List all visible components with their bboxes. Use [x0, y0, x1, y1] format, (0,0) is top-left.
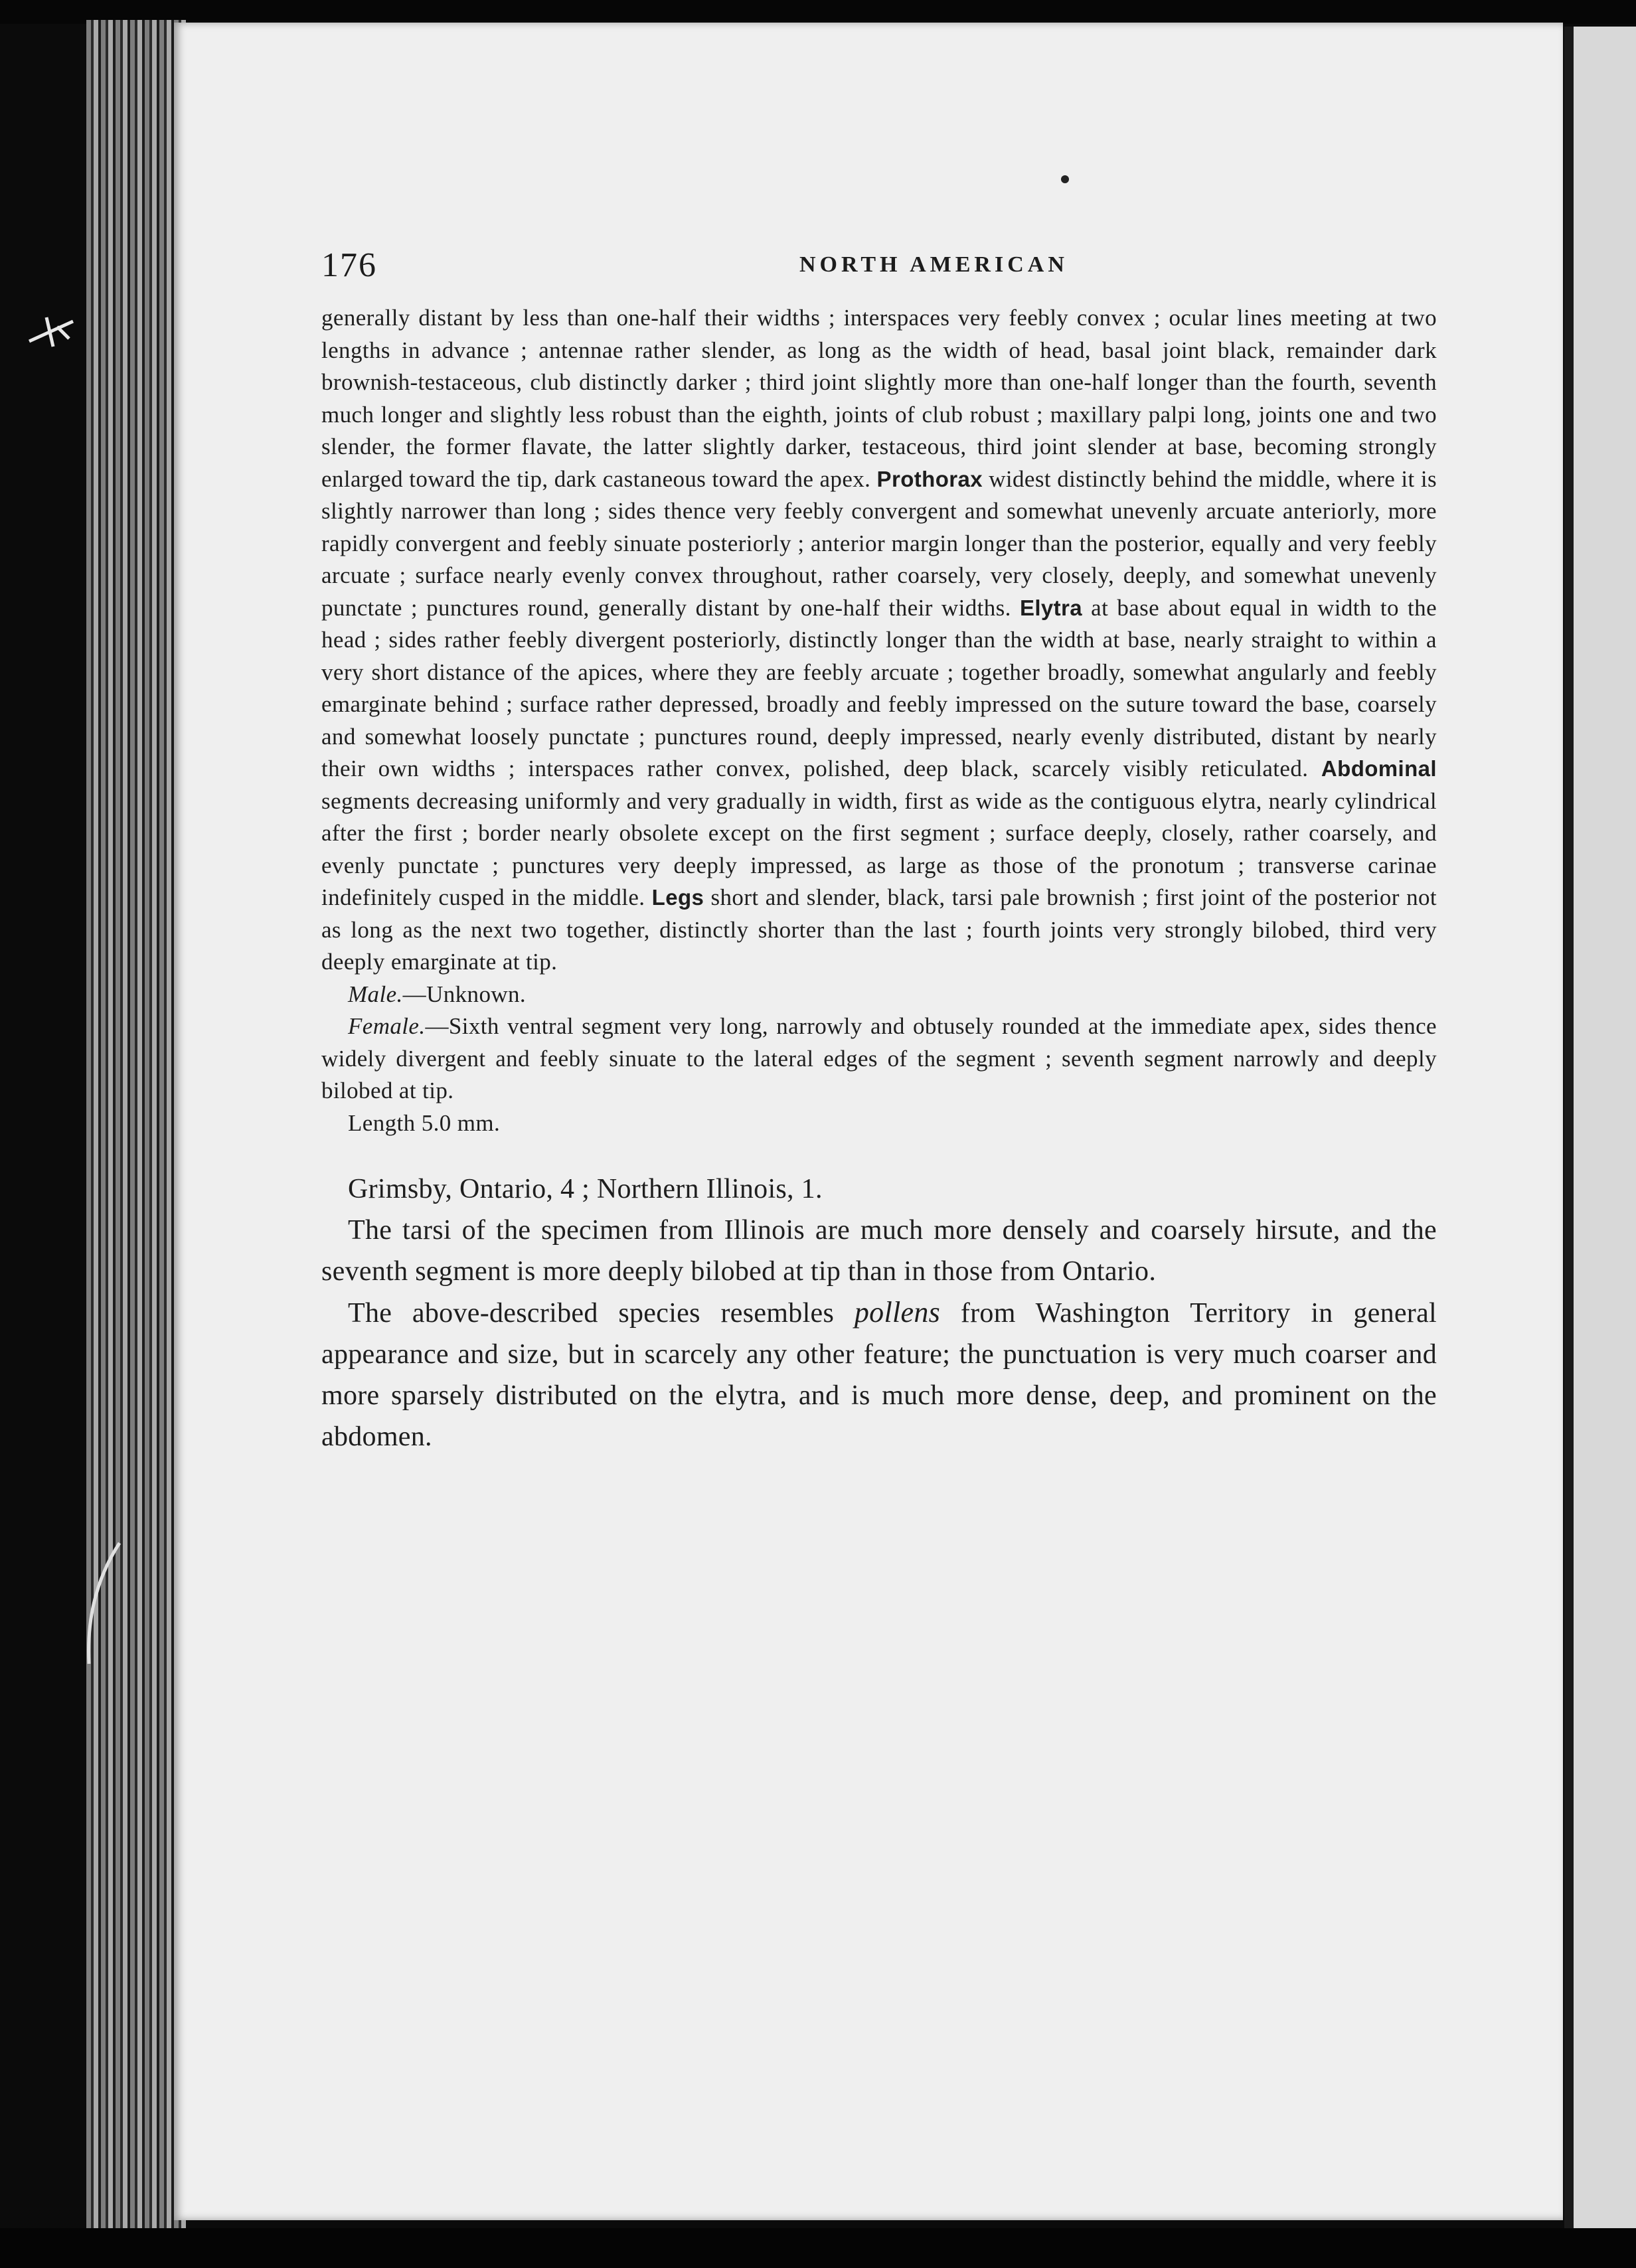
margin-pencil-mark: [27, 312, 80, 352]
notes-section: [321, 1169, 1437, 1457]
scan-border-top: [0, 0, 1636, 24]
female-text: —Sixth ventral segment very long, narrowly and obtusely rounded at the immediate apex, sides thence widely divergent and feebly sinuate to the lateral edges of the segment ; seventh segment narrowly and deeply bilobed at tip.: [321, 1013, 1437, 1103]
description-text-4: segments decreasing uniformly and very gradually in width, first as wide as the contiguous elytra, nearly cylindrical after the first ; border nearly obsolete except on the first segment ; surface deeply, closely, rather coarsely, and evenly punctate ; punctures very deeply impressed, as large as those of the pronotum ; transverse carinae indefinitely cusped in the middle.: [321, 787, 1437, 910]
female-paragraph: [321, 1011, 1437, 1107]
male-label: Male.: [348, 981, 403, 1007]
ink-speck: [1061, 175, 1069, 183]
locality-line: Grimsby, Ontario, 4 ; Northern Illinois, 1.: [348, 1174, 823, 1204]
description-text-2: widest distinctly behind the middle, where it is slightly narrower than long ; sides thence very feebly convergent and somewhat unevenly arcuate anteriorly, more rapidly convergent and feebly sinuate posteriorly ; anterior margin longer than the posterior, equally and very feebly arcuate ; surface nearly evenly convex throughout, rather coarsely, very closely, deeply, and somewhat unevenly punctate ; punctures round, generally distant by one-half their widths.: [321, 465, 1437, 621]
scan-border-bottom: [0, 2228, 1636, 2268]
male-text: —Unknown.: [402, 981, 527, 1007]
running-head-title: NORTH AMERICAN: [799, 252, 1068, 277]
running-head: [321, 246, 1437, 292]
page-body: [321, 302, 1437, 1457]
description-text-3: at base about equal in width to the head ; sides rather feebly divergent posteriorly, distinctly longer than the width at base, nearly straight to within a very short distance of the apices, where they are feebly arcuate ; together broadly, somewhat angularly and feebly emarginate behind ; surface rather depressed, broadly and feebly impressed on the suture toward the base, coarsely and somewhat loosely punctate ; punctures round, deeply impressed, nearly evenly distributed, distant by nearly their own widths ; interspaces rather convex, polished, deep black, scarcely visibly reticulated.: [321, 594, 1437, 781]
length-line: Length 5.0 mm.: [348, 1109, 501, 1136]
description-text-5: short and slender, black, tarsi pale brownish ; first joint of the posterior not as long as the next two together, distinctly shorter than the last ; fourth joints very strongly bilobed, third very deeply emarginate at tip.: [321, 884, 1437, 975]
notes-text-before: The above-described species resembles: [348, 1298, 835, 1329]
species-name-pollens: pollens: [854, 1296, 941, 1329]
species-description: [321, 302, 1437, 979]
elytra-heading: Elytra: [1019, 595, 1083, 620]
male-paragraph: [321, 979, 1437, 1011]
notes-paragraph-1: The tarsi of the specimen from Illinois are much more densely and coarsely hirsute, and the seventh segment is more deeply bilobed at tip than in those from Ontario.: [321, 1215, 1437, 1287]
abdominal-heading: Abdominal: [1321, 756, 1437, 781]
notes-paragraph-2: [321, 1292, 1437, 1457]
page-number: 176: [321, 246, 377, 284]
female-label: Female.: [348, 1013, 426, 1039]
page-edges-stack: [86, 20, 186, 2257]
notes-text-after: from Washington Territory in general appearance and size, but in scarcely any other feature; the punctuation is very much coarser and more sparsely distributed on the elytra, and is much more dense, deep, and prominent on the abdomen.: [321, 1298, 1437, 1452]
description-text-1: generally distant by less than one-half their widths ; interspaces very feebly convex ; ocular lines meeting at two lengths in advance ; antennae rather slender, as long as the width of head, basal joint black, remainder dark brownish-testaceous, club distinctly darker ; third joint slightly more than one-half longer than the fourth, seventh much longer and slightly less robust than the eighth, joints of club robust ; maxillary palpi long, joints one and two slender, the former flavate, the latter slightly darker, testaceous, third joint slender at base, becoming strongly enlarged toward the tip, dark castaneous toward the apex.: [321, 305, 1437, 492]
margin-curve-mark: [80, 1540, 126, 1666]
facing-page-edge: [1564, 27, 1636, 2228]
prothorax-heading: Prothorax: [876, 466, 983, 491]
legs-heading: Legs: [651, 885, 704, 910]
